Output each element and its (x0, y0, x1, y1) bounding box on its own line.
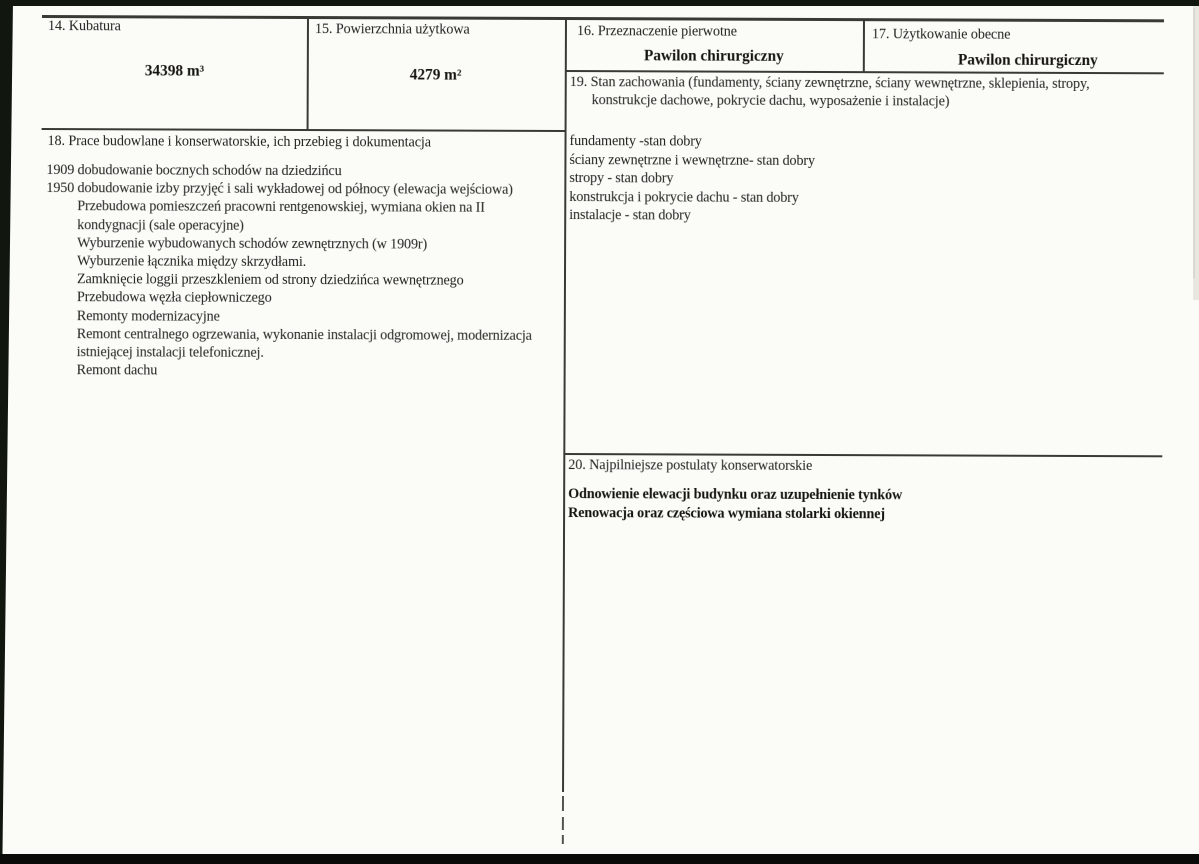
field-14-label: 14. Kubatura (47, 18, 121, 35)
works-line: Remont centralnego ogrzewania, wykonanie instalacji odgromowej, modernizacja (76, 325, 532, 344)
divider-center (562, 17, 567, 792)
works-line: Wyburzenie wybudowanych schodów zewnętrznych (w 1909r) (77, 234, 428, 253)
field-16-value: Pawilon chirurgiczny (643, 47, 784, 65)
field-19-label-line1: 19. Stan zachowania (fundamenty, ściany zewnętrzne, ściany wewnętrzne, sklepienia, stropy, (569, 74, 1090, 93)
page-right-edge (1193, 8, 1195, 278)
field-20-label: 20. Najpilniejsze postulaty konserwatorskie (568, 457, 813, 474)
field-19-label-line2: konstrukcje dachowe, pokrycie dachu, wyposażenie i instalacje) (591, 92, 950, 110)
postulate-line: Renowacja oraz częściowa wymiana stolarki okiennej (568, 505, 885, 523)
condition-line: stropy - stan dobry (569, 170, 674, 187)
works-line: Remonty modernizacyjne (76, 307, 220, 325)
field-20-content (568, 485, 902, 524)
field-15-label: 15. Powierzchnia użytkowa (314, 21, 470, 38)
row-line-under-14-15 (42, 128, 567, 132)
works-line: istniejącej instalacji telefonicznej. (76, 344, 264, 361)
field-19-content (569, 132, 815, 226)
field-18-label: 18. Prace budowlane i konserwatorskie, ich przebieg i dokumentacja (47, 133, 431, 151)
divider-16-17 (863, 18, 865, 73)
works-line: Remont dachu (76, 362, 158, 379)
field-18-content (46, 161, 533, 381)
divider-center-dash (562, 796, 564, 811)
condition-line: instalacje - stan dobry (569, 207, 691, 224)
works-line: 1909 dobudowanie bocznych schodów na dziedzińcu (46, 162, 342, 180)
works-line: 1950 dobudowanie izby przyjęć i sali wykładowej od północy (elewacja wejściowa) (46, 180, 513, 199)
works-line: Wyburzenie łącznika między skrzydłami. (77, 253, 307, 271)
field-16-label: 16. Przeznaczenie pierwotne (576, 23, 737, 40)
works-line: Przebudowa pomieszczeń pracowni rentgenowskiej, wymiana okien na II (77, 198, 485, 217)
condition-line: konstrukcja i pokrycie dachu - stan dobry (569, 188, 799, 206)
works-line: kondygnacji (sale operacyjne) (77, 216, 244, 234)
condition-line: fundamenty -stan dobry (569, 133, 702, 150)
field-17-value: Pawilon chirurgiczny (957, 51, 1098, 70)
form-top-border (42, 15, 1164, 22)
field-14-value: 34398 m³ (144, 62, 205, 80)
field-17-label: 17. Użytkowanie obecne (871, 26, 1011, 43)
condition-line: ściany zewnętrzne i wewnętrzne- stan dobry (569, 151, 815, 169)
works-line: Zamknięcie loggii przeszkleniem od strony dziedzińca wewnętrznego (76, 271, 464, 289)
works-line: Przebudowa węzła ciepłowniczego (76, 289, 272, 307)
scanner-edge-top (0, 0, 1199, 6)
divider-14-15 (307, 16, 309, 130)
postulate-line: Odnowienie elewacji budynku oraz uzupełnienie tynków (568, 486, 903, 504)
divider-center-dash (562, 835, 564, 844)
scanner-edge-bottom (0, 854, 1199, 864)
divider-center-dash (562, 817, 564, 830)
field-15-value: 4279 m² (409, 66, 462, 84)
